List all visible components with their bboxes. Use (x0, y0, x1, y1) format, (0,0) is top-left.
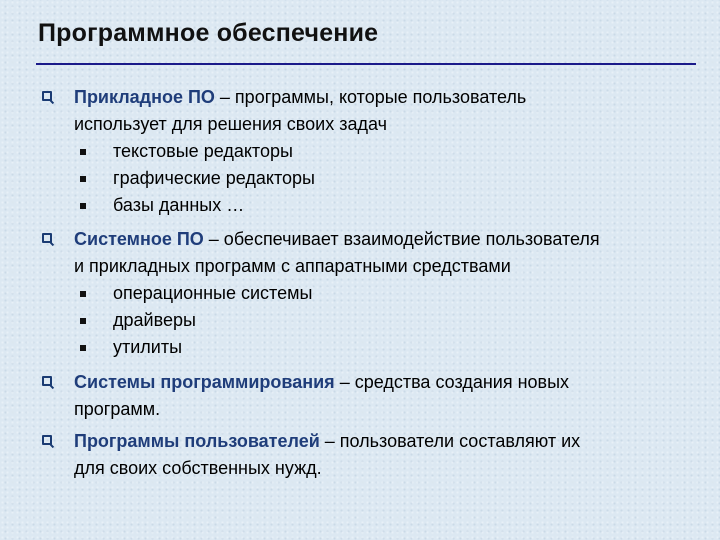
section-heading (40, 84, 690, 111)
section-description: – программы, которые пользователь (214, 87, 527, 107)
section-applied-software (40, 84, 690, 219)
section-description-continued: программ. (74, 399, 161, 419)
section-programming-systems (40, 369, 690, 423)
title-underline (36, 63, 696, 65)
section-heading (40, 226, 690, 253)
section-heading (40, 369, 690, 396)
section-description: – обеспечивает взаимодействие пользователя (203, 229, 600, 249)
square-bullet-icon (80, 149, 86, 155)
section-term: Системы программирования (74, 372, 335, 392)
list-item (40, 138, 690, 165)
checkbox-bullet-icon (42, 435, 52, 445)
square-bullet-icon (80, 203, 86, 209)
square-bullet-icon (80, 291, 86, 297)
list-item-label: текстовые редакторы (113, 141, 293, 161)
slide-title: Программное обеспечение (38, 19, 379, 47)
checkbox-bullet-icon (42, 233, 52, 243)
section-description: – пользователи составляют их (319, 431, 581, 451)
section-heading (40, 428, 690, 455)
list-item (40, 165, 690, 192)
square-bullet-icon (80, 176, 86, 182)
list-item (40, 192, 690, 219)
list-item-label: драйверы (113, 310, 196, 330)
list-item-label: базы данных … (113, 195, 245, 215)
section-description-continued: использует для решения своих задач (74, 114, 387, 134)
list-item-label: операционные системы (113, 283, 313, 303)
list-item (40, 307, 690, 334)
checkbox-bullet-icon (42, 376, 52, 386)
section-term: Системное ПО (74, 229, 204, 249)
list-item-label: графические редакторы (113, 168, 315, 188)
section-description: – средства создания новых (334, 372, 570, 392)
square-bullet-icon (80, 345, 86, 351)
section-system-software (40, 226, 690, 361)
section-term: Прикладное ПО (74, 87, 215, 107)
square-bullet-icon (80, 318, 86, 324)
section-description-continued: и прикладных программ с аппаратными средствами (74, 256, 511, 276)
list-item-label: утилиты (113, 337, 183, 357)
section-user-programs (40, 428, 690, 482)
section-description-continued: для своих собственных нужд. (74, 458, 322, 478)
list-item (40, 334, 690, 361)
section-term: Программы пользователей (74, 431, 320, 451)
checkbox-bullet-icon (42, 91, 52, 101)
list-item (40, 280, 690, 307)
